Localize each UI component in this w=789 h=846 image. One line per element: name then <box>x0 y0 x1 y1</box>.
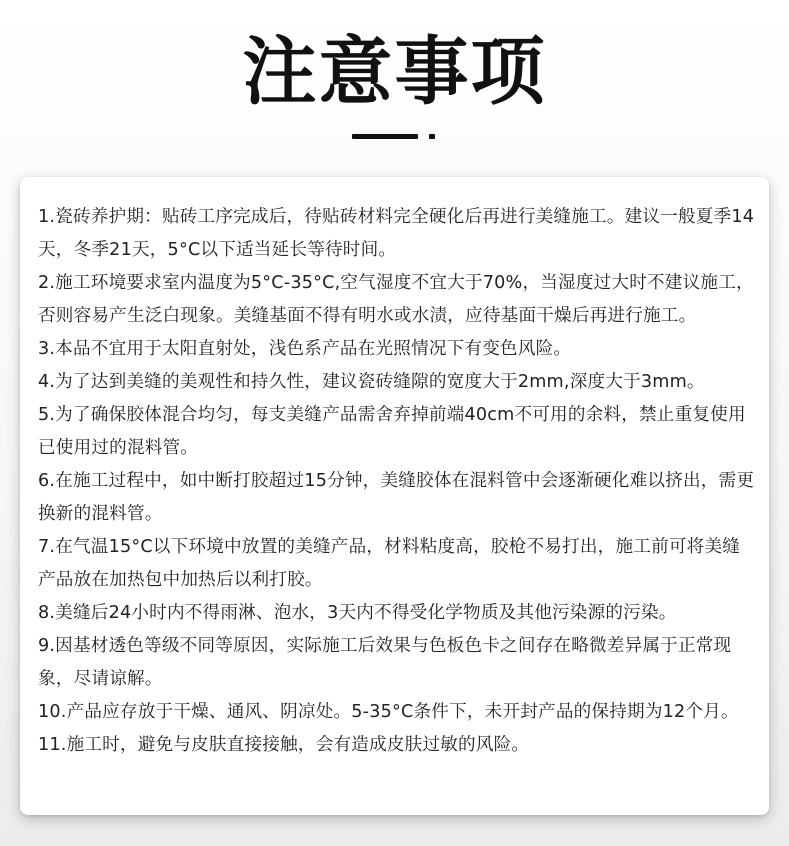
note-item: 9.因基材透色等级不同等原因，实际施工后效果与色板色卡之间存在略微差异属于正常现象，尽请谅解。 <box>38 636 732 689</box>
note-item: 8.美缝后24小时内不得雨淋、泡水，3天内不得受化学物质及其他污染源的污染。 <box>38 603 677 623</box>
note-item: 2.施工环境要求室内温度为5°C-35°C,空气湿度不宜大于70%，当湿度过大时不建议施工，否则容易产生泛白现象。美缝基面不得有明水或水渍，应待基面干燥后再进行施工。 <box>38 273 754 326</box>
note-item: 5.为了确保胶体混合均匀，每支美缝产品需舍弃掉前端40cm不可用的余料，禁止重复使用已使用过的混料管。 <box>38 405 746 458</box>
page-title: 注意事项 <box>242 29 547 115</box>
notes-list <box>38 201 757 762</box>
note-item: 4.为了达到美缝的美观性和持久性，建议瓷砖缝隙的宽度大于2mm,深度大于3mm。 <box>38 372 705 392</box>
header <box>0 0 789 176</box>
note-item: 10.产品应存放于干燥、通风、阴凉处。5-35°C条件下，未开封产品的保持期为12个月。 <box>38 702 739 722</box>
notes-card <box>20 177 769 815</box>
title-dot <box>429 134 435 139</box>
note-item: 3.本品不宜用于太阳直射处，浅色系产品在光照情况下有变色风险。 <box>38 339 572 359</box>
note-item: 6.在施工过程中，如中断打胶超过15分钟，美缝胶体在混料管中会逐渐硬化难以挤出，需更换新的混料管。 <box>38 471 755 524</box>
note-item: 11.施工时，避免与皮肤直接接触，会有造成皮肤过敏的风险。 <box>38 735 530 755</box>
note-item: 1.瓷砖养护期：贴砖工序完成后，待贴砖材料完全硬化后再进行美缝施工。建议一般夏季14天，冬季21天，5°C以下适当延长等待时间。 <box>38 207 755 260</box>
note-item: 7.在气温15°C以下环境中放置的美缝产品，材料粘度高，胶枪不易打出，施工前可将美缝产品放在加热包中加热后以利打胶。 <box>38 537 741 590</box>
title-underline <box>352 134 418 139</box>
